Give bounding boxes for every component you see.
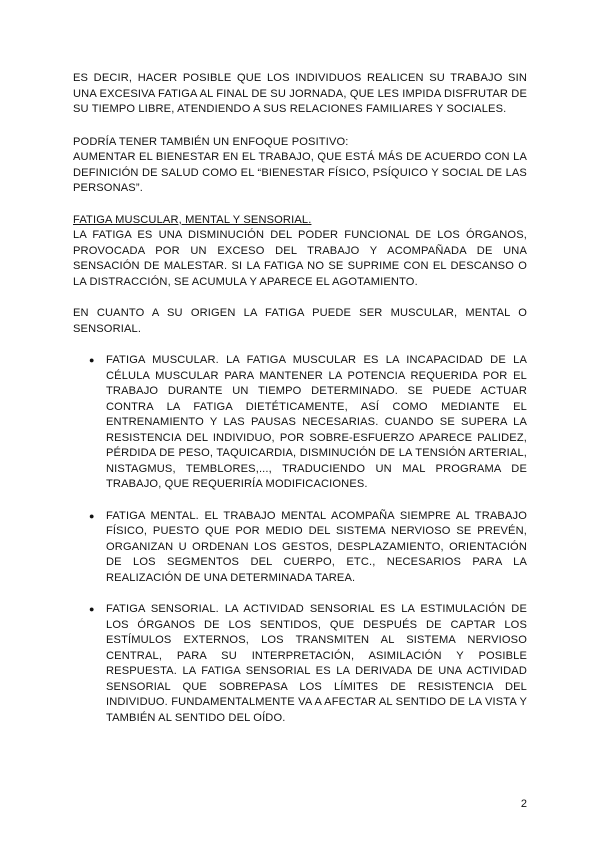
bullet-icon: ● [89,510,95,521]
section-heading: FATIGA MUSCULAR, MENTAL Y SENSORIAL. [73,213,312,226]
bullet-icon: ● [89,604,95,614]
list-item-text: FATIGA MUSCULAR. LA FATIGA MUSCULAR ES LA INCAPACIDAD DE LA CÉLULA MUSCULAR PARA MANTENER LA POTENCIA REQUERIDA POR EL TRABAJO DURANTE UN TIEMPO DETERMINADO. SE PUEDE ACTUAR CONTRA LA FATIGA DIETÉTICAMENTE, ASÍ COMO MEDIANTE EL ENTRENAMIENTO Y LAS PAUSAS NECESARIAS. CUANDO SE SUPERA LA RESISTENCIA DEL INDIVIDUO, POR SOBRE-ESFUERZO APARECE PALIDEZ, PÉRDIDA DE PESO, TAQUICARDIA, DISMINUCIÓN DE LA TENSIÓN ARTERIAL, NISTAGMUS, TEMBLORES,..., TRADUCIENDO UN MAL PROGRAMA DE TRABAJO, QUE REQUERIRÍA MODIFICACIONES. [106,354,527,490]
page-number: 2 [520,798,527,810]
list-item-text: FATIGA MENTAL. EL TRABAJO MENTAL ACOMPAÑA SIEMPRE AL TRABAJO FÍSICO, PUESTO QUE POR MEDIO DEL SISTEMA NERVIOSO SE PREVÉN, ORGANIZAN U ORDENAN LOS GESTOS, DESPLAZAMIENTO, ORIENTACIÓN DE LOS SEGMENTOS DEL CUERPO, ETC., NECESARIOS PARA LA REALIZACIÓN DE UNA DETERMINADA TAREA. [106,509,527,584]
list-item-sensorial [73,602,527,726]
paragraph-intro: ES DECIR, HACER POSIBLE QUE LOS INDIVIDUOS REALICEN SU TRABAJO SIN UNA EXCESIVA FATIGA AL FINAL DE SU JORNADA, QUE LES IMPIDA DISFRUTAR DE SU TIEMPO LIBRE, ATENDIENDO A SUS RELACIONES FAMILIARES Y SOCIALES. [73,72,527,115]
list-item-muscular [73,353,527,493]
document-page [73,71,527,742]
list-item-text: FATIGA SENSORIAL. LA ACTIVIDAD SENSORIAL ES LA ESTIMULACIÓN DE LOS ÓRGANOS DE LOS SENTIDOS, QUE DESPUÉS DE CAPTAR LOS ESTÍMULOS EXTERNOS, LOS TRANSMITEN AL SISTEMA NERVIOSO CENTRAL, PARA SU INTERPRETACIÓN, ASIMILACIÓN Y POSIBLE RESPUESTA. LA FATIGA SENSORIAL ES LA DERIVADA DE UNA ACTIVIDAD SENSORIAL QUE SOBREPASA LOS LÍMITES DE RESISTENCIA DEL INDIVIDUO. FUNDAMENTALMENTE VA A AFECTAR AL SENTIDO DE LA VISTA Y TAMBIÉN AL SENTIDO DEL OÍDO. [106,603,527,724]
paragraph-positive-focus: PODRÍA TENER TAMBIÉN UN ENFOQUE POSITIVO: [73,135,349,148]
paragraph-wellbeing: AUMENTAR EL BIENESTAR EN EL TRABAJO, QUE ESTÁ MÁS DE ACUERDO CON LA DEFINICIÓN DE SALUD COMO EL “BIENESTAR FÍSICO, PSÍQUICO Y SOCIAL DE LAS PERSONAS”. [73,151,527,194]
list-item-mental [73,509,527,587]
bullet-icon: ● [89,355,95,365]
paragraph-fatigue-definition: LA FATIGA ES UNA DISMINUCIÓN DEL PODER FUNCIONAL DE LOS ÓRGANOS, PROVOCADA POR UN EXCESO DEL TRABAJO Y ACOMPAÑADA DE UNA SENSACIÓN DE MALESTAR. SI LA FATIGA NO SE SUPRIME CON EL DESCANSO O LA DISTRACCIÓN, SE ACUMULA Y APARECE EL AGOTAMIENTO. [73,229,527,288]
paragraph-fatigue-origin: EN CUANTO A SU ORIGEN LA FATIGA PUEDE SER MUSCULAR, MENTAL O SENSORIAL. [73,307,527,335]
fatigue-types-list [73,353,527,726]
